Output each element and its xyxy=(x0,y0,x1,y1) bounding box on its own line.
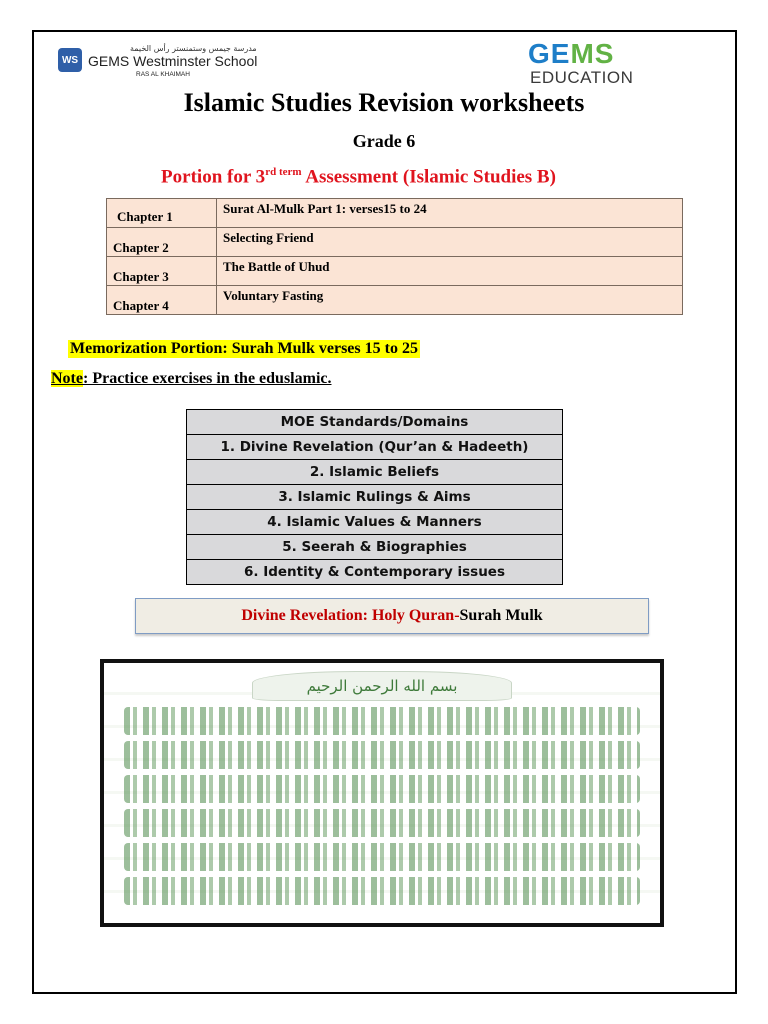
table-row xyxy=(107,256,683,285)
chapter-topic: Selecting Friend xyxy=(217,227,683,256)
table-row xyxy=(187,460,563,485)
quran-verses-image xyxy=(100,659,664,927)
school-name: GEMS Westminster School xyxy=(88,53,258,69)
standard-item: 4. Islamic Values & Manners xyxy=(187,510,563,535)
quran-verse-line xyxy=(124,809,640,837)
quran-verse-line xyxy=(124,843,640,871)
school-name-arabic: مدرسة جيمس وستمنستر رأس الخيمة xyxy=(130,44,257,53)
chapter-label: Chapter 3 xyxy=(107,256,217,285)
portion-heading: Portion for $3^{rd term}$ Assessment (Islamic Studies B) xyxy=(161,166,556,188)
quran-verse-line xyxy=(124,707,640,735)
gems-education-logo xyxy=(528,40,658,88)
note-line xyxy=(51,370,332,388)
chapter-label: Chapter 1 xyxy=(107,199,217,228)
table-row xyxy=(107,227,683,256)
chapter-label: Chapter 2 xyxy=(107,227,217,256)
chapter-topic: Surat Al-Mulk Part 1: verses15 to 24 xyxy=(217,199,683,228)
gems-brand-subtitle: EDUCATION xyxy=(530,68,634,87)
quran-verse-line xyxy=(124,877,640,905)
bismillah-text: بسم الله الرحمن الرحيم xyxy=(306,677,458,695)
chapter-topic: The Battle of Uhud xyxy=(217,256,683,285)
chapter-label: Chapter 4 xyxy=(107,285,217,314)
standard-item: 3. Islamic Rulings & Aims xyxy=(187,485,563,510)
table-row xyxy=(187,510,563,535)
standard-item: 2. Islamic Beliefs xyxy=(187,460,563,485)
divine-revelation-heading: Divine Revelation: Holy Quran-Surah Mulk xyxy=(135,598,649,634)
standards-table xyxy=(186,409,563,585)
table-row xyxy=(187,560,563,585)
bismillah-banner xyxy=(252,671,512,701)
gems-brand-mark: GEMS xyxy=(528,38,615,69)
note-text: : Practice exercises in the eduslamic. xyxy=(82,370,332,387)
standard-item: 5. Seerah & Biographies xyxy=(187,535,563,560)
page-title: Islamic Studies Revision worksheets xyxy=(183,88,585,117)
table-row xyxy=(187,535,563,560)
note-label: Note xyxy=(51,370,83,387)
table-row xyxy=(187,485,563,510)
grade-label: Grade 6 xyxy=(352,131,416,151)
table-row xyxy=(187,435,563,460)
standards-header: MOE Standards/Domains xyxy=(187,410,563,435)
standard-item: 1. Divine Revelation (Qur’an & Hadeeth) xyxy=(187,435,563,460)
school-logo xyxy=(58,44,288,84)
table-row xyxy=(187,410,563,435)
table-row xyxy=(107,199,683,228)
school-location: RAS AL KHAIMAH xyxy=(136,71,190,78)
quran-page xyxy=(104,663,660,923)
ws-badge-icon: WS xyxy=(58,48,82,72)
memorization-portion: Memorization Portion: Surah Mulk verses 15 to 25 xyxy=(70,340,418,357)
chapter-table xyxy=(106,198,683,315)
quran-verse-line xyxy=(124,775,640,803)
quran-verse-line xyxy=(124,741,640,769)
chapter-topic: Voluntary Fasting xyxy=(217,285,683,314)
standard-item: 6. Identity & Contemporary issues xyxy=(187,560,563,585)
table-row xyxy=(107,285,683,314)
